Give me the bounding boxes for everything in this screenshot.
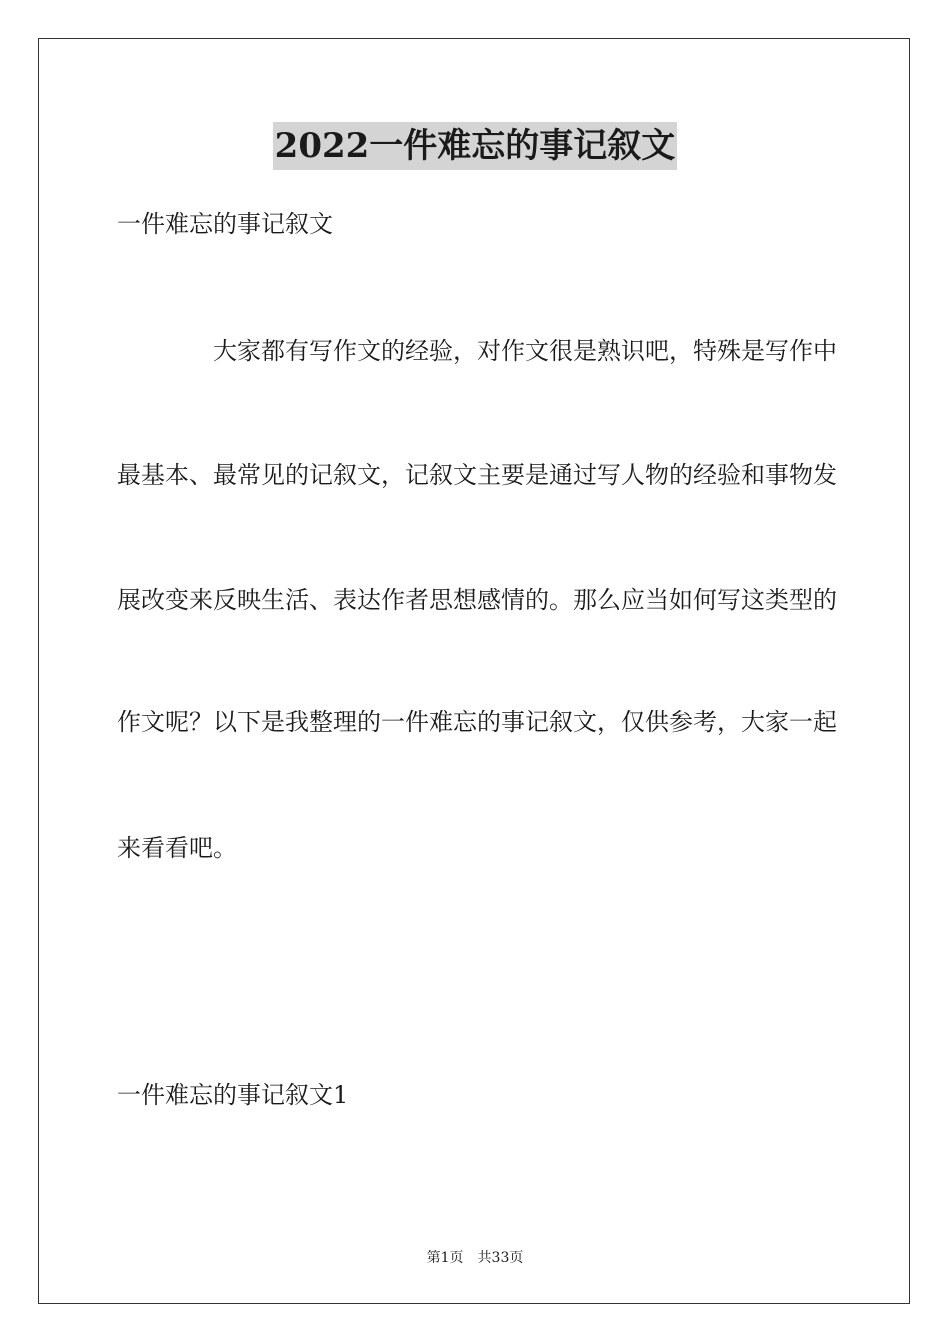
document-title: 2022一件难忘的事记叙文 bbox=[273, 122, 678, 170]
paragraph-line-3: 展改变来反映生活、表达作者思想感情的。那么应当如何写这类型的 bbox=[117, 586, 837, 614]
paragraph-line-4: 作文呢？以下是我整理的一件难忘的事记叙文，仅供参考，大家一起 bbox=[117, 708, 837, 736]
paragraph-line-2: 最基本、最常见的记叙文，记叙文主要是通过写人物的经验和事物发 bbox=[117, 461, 837, 489]
paragraph-line-1: 大家都有写作文的经验，对作文很是熟识吧，特殊是写作中 bbox=[213, 337, 837, 365]
section-heading: 一件难忘的事记叙文1 bbox=[117, 1081, 349, 1109]
page-footer: 第1页 共33页 bbox=[426, 1250, 524, 1266]
title-container bbox=[0, 122, 950, 170]
paragraph-line-5: 来看看吧。 bbox=[117, 834, 237, 862]
document-subtitle: 一件难忘的事记叙文 bbox=[117, 210, 333, 238]
